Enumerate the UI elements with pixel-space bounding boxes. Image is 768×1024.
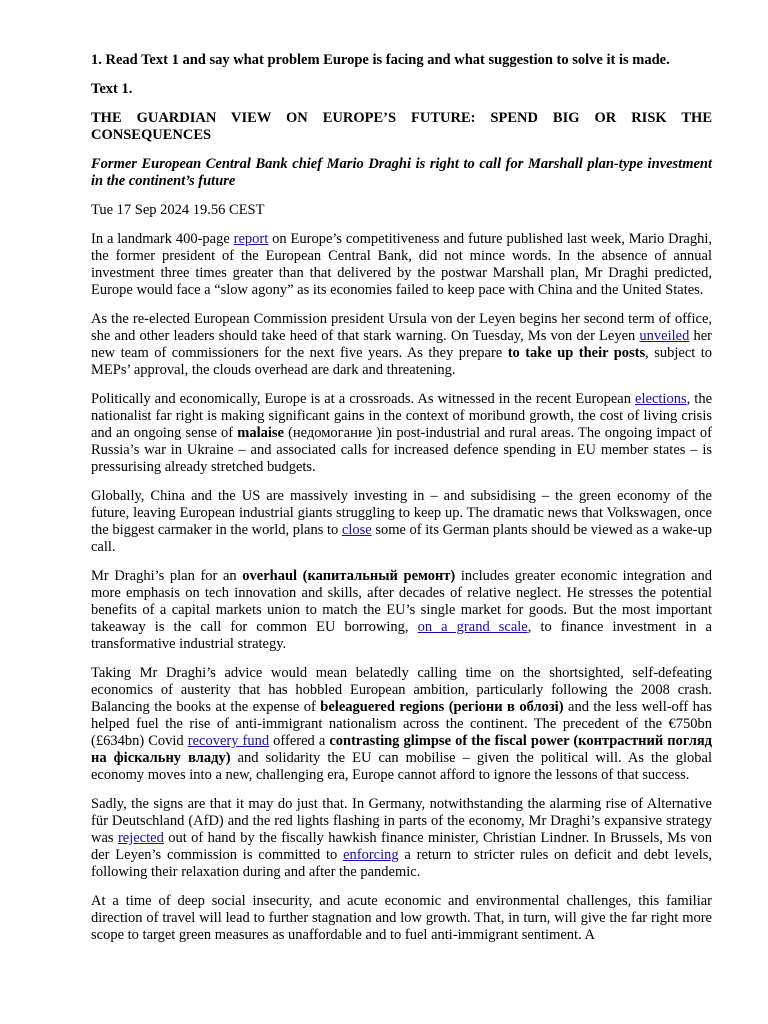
p7-text-a: Sadly, the signs are that it may do just that. In Germany, notwithstanding the alarming rise of Alternative für Deutschland (AfD) and the red lights flashing in parts of the economy, Mr Draghi’s expansive strategy was [91, 796, 712, 846]
p6-text-d: and solidarity the EU can mobilise – given the political will. As the global economy moves into a new, challenging era, Europe cannot afford to ignore the lessons of that success. [91, 750, 712, 783]
paragraph-6 [91, 665, 712, 784]
p5-bold-phrase: overhaul (капитальный ремонт) [242, 568, 456, 584]
p6-text-a: Taking Mr Draghi’s advice would mean belatedly calling time on the shortsighted, self-defeating economics of austerity that has hobbled European ambition, particularly following the 2008 crash. Balancing the books at the expense of [91, 665, 712, 715]
rejected-link[interactable]: rejected [117, 830, 164, 846]
enforcing-link[interactable]: enforcing [343, 847, 399, 863]
p2-bold-phrase: to take up their posts [507, 345, 646, 361]
p3-bold-phrase: malaise [237, 425, 284, 441]
p6-text-c: offered a [269, 733, 330, 749]
unveiled-link[interactable]: unveiled [639, 328, 690, 344]
paragraph-7 [91, 796, 712, 881]
elections-link[interactable]: elections [635, 391, 687, 407]
p2-text-a: As the re-elected European Commission president Ursula von der Leyen begins her second term of office, she and other leaders should take heed of that stark warning. On Tuesday, Ms von der Leyen [91, 311, 712, 344]
grand-scale-link[interactable]: on a grand scale [417, 619, 528, 635]
p3-text-a: Politically and economically, Europe is at a crossroads. As witnessed in the recent European [91, 391, 636, 407]
p1-text-b: on Europe’s competitiveness and future published last week, Mario Draghi, the former president of the European Central Bank, did not mince words. In the absence of annual investment three times greater than that delivered by the postwar Marshall plan, Mr Draghi predicted, Europe would face a “slow agony” as its economies failed to keep pace with China and the United States. [91, 231, 712, 298]
document-page [91, 52, 712, 956]
recovery-fund-link[interactable]: recovery fund [187, 733, 270, 749]
p1-text-a: In a landmark 400-page [91, 231, 234, 247]
task-instruction: 1. Read Text 1 and say what problem Europe is facing and what suggestion to solve it is made. [91, 52, 670, 68]
article-title: THE GUARDIAN VIEW ON EUROPE’S FUTURE: SPEND BIG OR RISK THE CONSEQUENCES [91, 110, 712, 143]
paragraph-4 [91, 488, 712, 556]
p6-bold-phrase-2: contrasting glimpse of the fiscal power (контрастний погляд на фіскальну владу) [91, 733, 713, 766]
report-link[interactable]: report [233, 231, 269, 247]
p7-text-b: out of hand by the fiscally hawkish finance minister, Christian Lindner. In Brussels, Ms von der Leyen’s commission is committed to [91, 830, 712, 863]
p8-text-a: At a time of deep social insecurity, and acute economic and environmental challenges, this familiar direction of travel will lead to further stagnation and low growth. That, in turn, will give the far right more scope to target green measures as unaffordable and to fuel anti-immigrant sentiment. A [91, 893, 712, 943]
p3-text-b: , the nationalist far right is making significant gains in the context of moribund growth, the cost of living crisis and an ongoing sense of [91, 391, 713, 441]
p5-text-c: , to finance investment in a transformative industrial strategy. [91, 619, 712, 652]
p5-text-b: includes greater economic integration and more emphasis on tech innovation and skills, after decades of relative neglect. He stresses the potential benefits of a capital markets union to match the EU’s single market for goods. But the most important takeaway is the call for common EU borrowing, [91, 568, 712, 635]
p2-text-c: , subject to MEPs’ approval, the clouds overhead are dark and threatening. [91, 345, 713, 378]
paragraph-8 [91, 893, 712, 944]
p2-text-b: her new team of commissioners for the next five years. As they prepare [91, 328, 713, 361]
p5-text-a: Mr Draghi’s plan for an [91, 568, 243, 584]
paragraph-2 [91, 311, 712, 379]
p4-text-b: some of its German plants should be viewed as a wake-up call. [91, 522, 712, 555]
p6-text-b: and the less well-off has helped fuel the rise of anti-immigrant nationalism across the continent. The precedent of the €750bn (£634bn) Covid [91, 699, 712, 749]
p3-text-c: (недомогание )in post-industrial and rural areas. The ongoing impact of Russia’s war in Ukraine – and associated calls for increased defence spending in EU member states – is pressurising already stretched budgets. [91, 425, 713, 475]
p4-text-a: Globally, China and the US are massively investing in – and subsidising – the green economy of the future, leaving European industrial giants struggling to keep up. The dramatic news that Volkswagen, once the biggest carmaker in the world, plans to [91, 488, 712, 538]
paragraph-3 [91, 391, 712, 476]
text-label: Text 1. [91, 81, 133, 97]
p7-text-c: a return to stricter rules on deficit and debt levels, following their relaxation during and after the pandemic. [91, 847, 712, 880]
paragraph-1 [91, 231, 712, 299]
article-subtitle: Former European Central Bank chief Mario Draghi is right to call for Marshall plan-type investment in the continent’s future [91, 156, 712, 189]
p6-bold-phrase-1: beleaguered regions (регіони в облозі) [320, 699, 564, 715]
paragraph-5 [91, 568, 712, 653]
article-date: Tue 17 Sep 2024 19.56 CEST [91, 202, 265, 218]
close-link[interactable]: close [341, 522, 372, 538]
